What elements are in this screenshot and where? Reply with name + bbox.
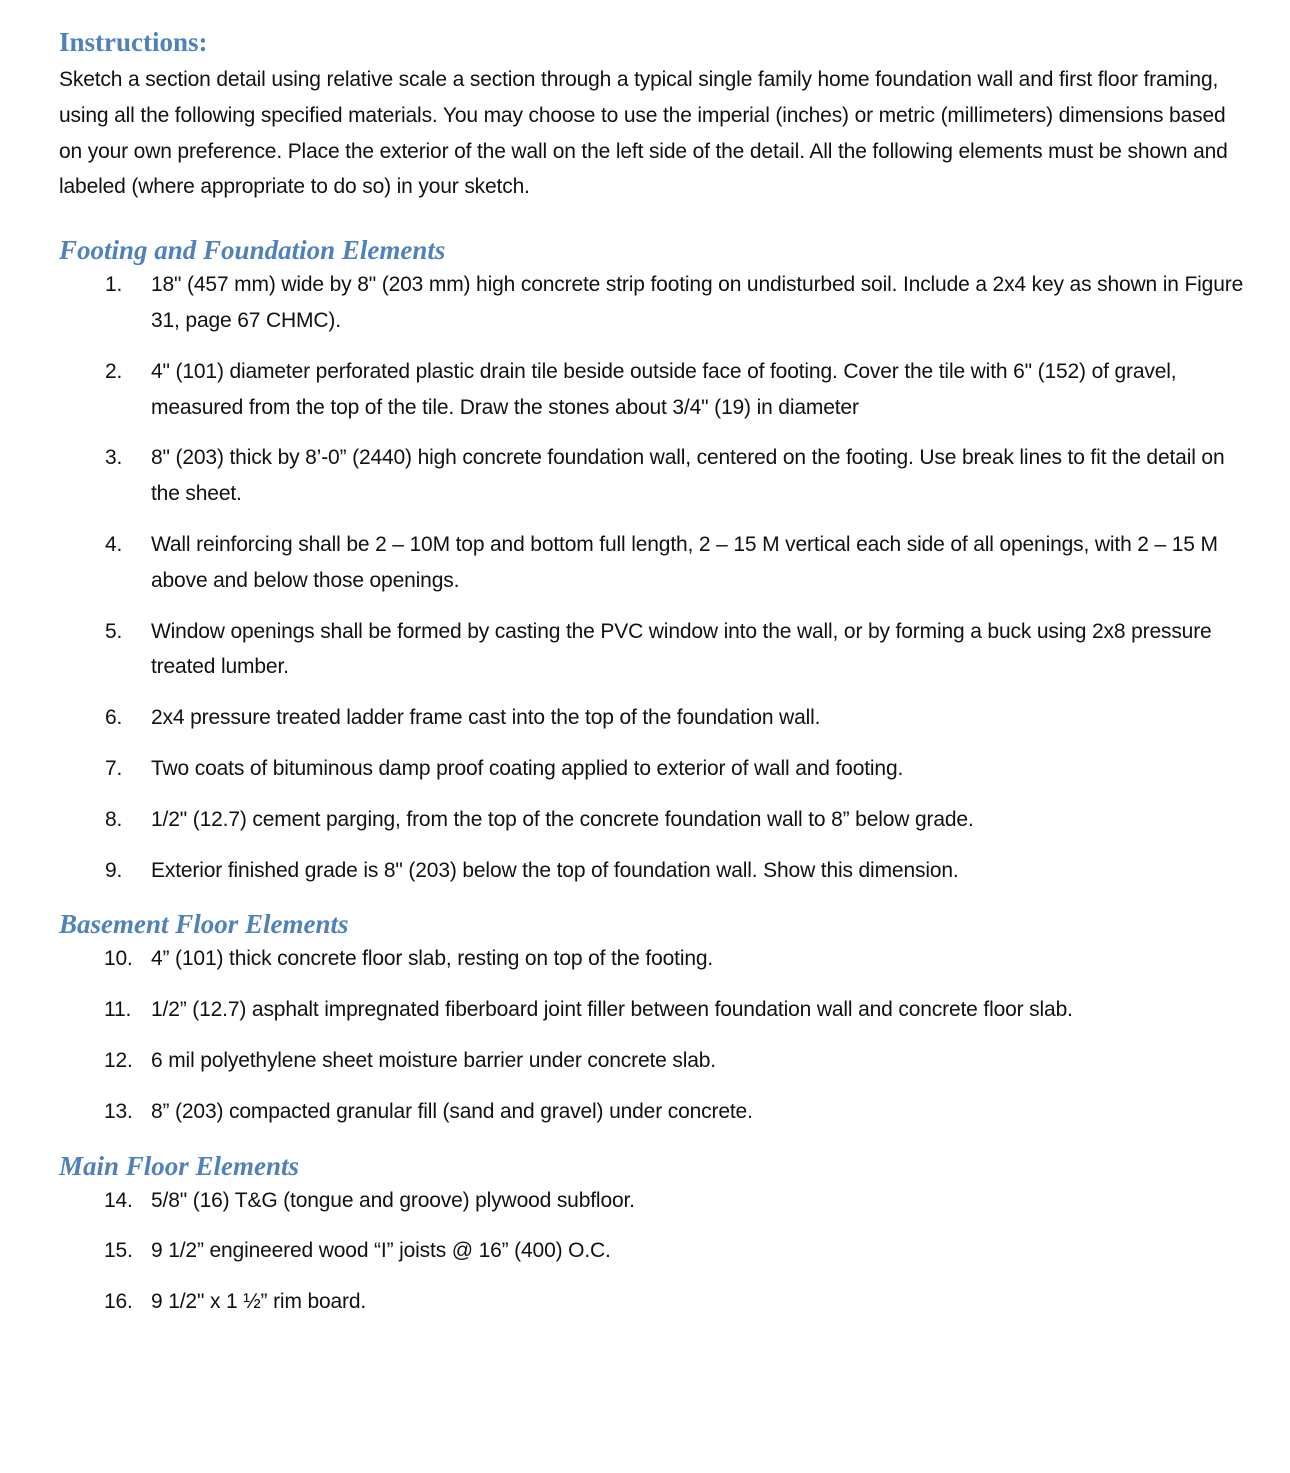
item-text: 2x4 pressure treated ladder frame cast into the top of the foundation wall.: [151, 706, 821, 730]
item-number: 3.: [105, 446, 123, 470]
item-text: 4" (101) diameter perforated plastic drain tile beside outside face of footing. Cover the tile with 6" (152) of gravel, measured from the top of the tile. Draw the stones about 3/4" (19) in diameter: [151, 359, 1177, 419]
list-item: [59, 700, 1249, 736]
list-item: [59, 527, 1249, 599]
section-heading-basement: Basement Floor Elements: [59, 909, 349, 940]
list-item: [59, 1183, 1249, 1219]
basement-list: [59, 941, 1249, 1129]
item-number: 11.: [104, 998, 132, 1022]
item-text: 9 1/2" x 1 ½” rim board.: [151, 1290, 367, 1314]
list-item: [59, 354, 1249, 426]
list-item: [59, 614, 1249, 686]
item-number: 2.: [105, 359, 123, 383]
item-text: 4” (101) thick concrete floor slab, resting on top of the footing.: [151, 947, 714, 971]
item-number: 6.: [105, 706, 123, 730]
list-item: [59, 941, 1249, 977]
item-text: Wall reinforcing shall be 2 – 10M top and bottom full length, 2 – 15 M vertical each side of all openings, with 2 – 15 M above and below those openings.: [151, 532, 1218, 592]
item-text: 8” (203) compacted granular fill (sand and gravel) under concrete.: [151, 1099, 753, 1123]
item-text: 1/2" (12.7) cement parging, from the top of the concrete foundation wall to 8” below grade.: [151, 807, 974, 831]
list-item: [59, 440, 1249, 512]
list-item: [59, 751, 1249, 787]
list-item: [59, 1284, 1249, 1320]
item-number: 8.: [105, 807, 123, 831]
item-number: 12.: [104, 1048, 133, 1072]
list-item: [59, 1043, 1249, 1079]
section-heading-footing: Footing and Foundation Elements: [59, 235, 446, 266]
list-item: [59, 802, 1249, 838]
item-number: 5.: [105, 619, 123, 643]
item-number: 13.: [104, 1099, 133, 1123]
intro-paragraph: Sketch a section detail using relative scale a section through a typical single family home foundation wall and first floor framing, using all the following specified materials. You may choose to use the imperial (inches) or metric (millimeters) dimensions based on your own preference. Place the exterior of the wall on the left side of the detail. All the following elements must be shown and labeled (where appropriate to do so) in your sketch.: [59, 68, 1228, 199]
item-number: 15.: [104, 1239, 133, 1263]
main-floor-list: [59, 1183, 1249, 1320]
item-number: 7.: [105, 756, 123, 780]
item-text: 8" (203) thick by 8’-0” (2440) high concrete foundation wall, centered on the footing. Use break lines to fit the detail on the sheet.: [151, 446, 1225, 506]
item-text: 9 1/2” engineered wood “I” joists @ 16” (400) O.C.: [151, 1239, 611, 1263]
item-number: 1.: [105, 273, 123, 297]
item-number: 10.: [104, 947, 133, 971]
list-item: [59, 1233, 1249, 1269]
item-text: Two coats of bituminous damp proof coating applied to exterior of wall and footing.: [151, 756, 904, 780]
item-text: 5/8" (16) T&G (tongue and groove) plywood subfloor.: [151, 1188, 635, 1212]
item-text: Window openings shall be formed by casting the PVC window into the wall, or by forming a buck using 2x8 pressure treated lumber.: [151, 619, 1212, 679]
instructions-title: Instructions:: [59, 27, 208, 57]
item-number: 14.: [104, 1188, 133, 1212]
footing-list: [59, 267, 1249, 888]
item-number: 4.: [105, 532, 123, 556]
list-item: [59, 1094, 1249, 1130]
document-page: [59, 26, 1249, 1320]
list-item: [59, 992, 1249, 1028]
list-item: [59, 853, 1249, 889]
item-number: 16.: [104, 1290, 133, 1314]
item-number: 9.: [105, 858, 123, 882]
list-item: [59, 267, 1249, 339]
item-text: 18" (457 mm) wide by 8" (203 mm) high concrete strip footing on undisturbed soil. Include a 2x4 key as shown in Figure 31, page 67 CHMC).: [151, 273, 1244, 332]
item-text: 6 mil polyethylene sheet moisture barrier under concrete slab.: [151, 1048, 716, 1072]
item-text: Exterior finished grade is 8" (203) below the top of foundation wall. Show this dimension.: [151, 858, 959, 882]
section-heading-main-floor: Main Floor Elements: [59, 1150, 300, 1181]
item-text: 1/2” (12.7) asphalt impregnated fiberboard joint filler between foundation wall and concrete floor slab.: [151, 998, 1073, 1022]
